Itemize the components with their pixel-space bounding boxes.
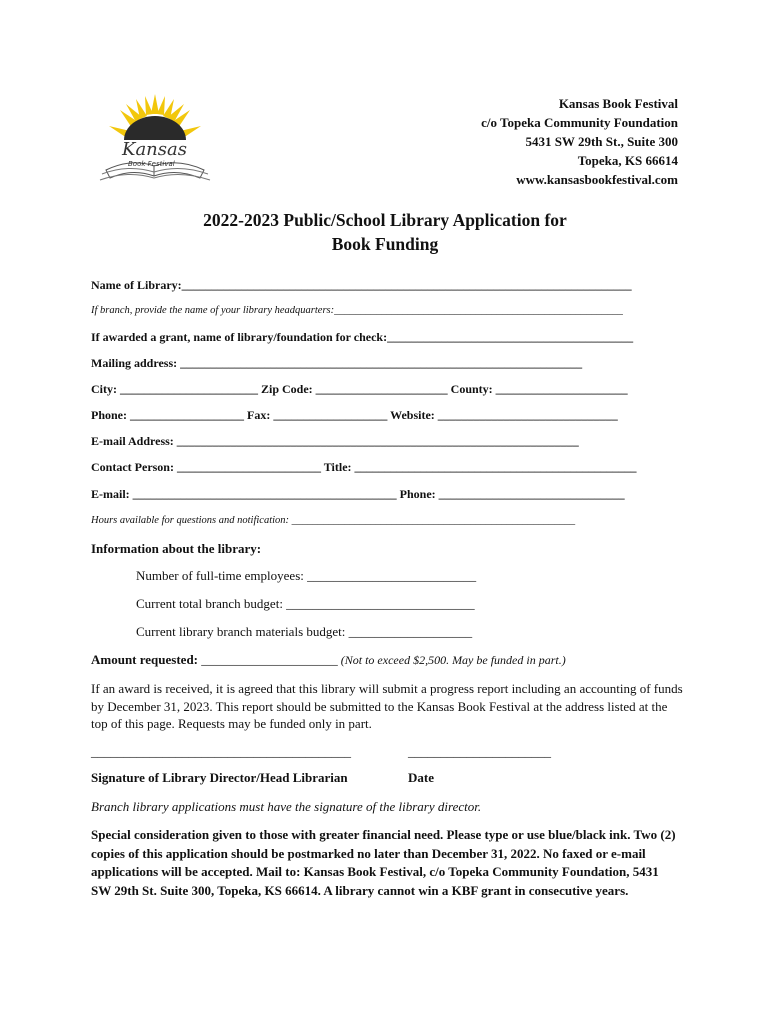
agreement-paragraph: If an award is received, it is agreed that this library will submit a progress report including an accounting of funds by December 31, 2023. This report should be submitted to the Kansas Book Festival at the address listed at the top of this page. Requests may be funded only in part. [91,681,683,731]
address-line: 5431 SW 29th St., Suite 300 [525,134,678,149]
date-label: Date [408,770,434,785]
signature-line[interactable]: ________________________________________ [91,744,351,759]
logo-subtitle: Book Festival [128,160,175,168]
address-line: Kansas Book Festival [558,96,678,111]
website-link[interactable]: www.kansasbookfestival.com [516,172,678,187]
contact-person-title-fields[interactable]: Contact Person: ________________________ Title: _______________________________________________ [91,460,637,474]
materials-budget-field[interactable]: Current library branch materials budget: ___________________ [136,624,473,639]
date-line[interactable]: ______________________ [408,744,551,759]
sunflower-book-icon [96,92,214,187]
library-name-field[interactable]: Name of Library:___________________________________________________________________________ [91,278,632,292]
amount-field[interactable]: _____________________ [198,652,338,667]
city-zip-county-fields[interactable]: City: _______________________ Zip Code: ______________________ County: ______________________ [91,382,628,396]
signature-label: Signature of Library Director/Head Librarian [91,770,348,785]
special-consideration-paragraph: Special consideration given to those with greater financial need. Please type or use blue/black ink. Two (2) copies of this application should be postmarked no later than December 31, 2022. No faxed or e-mail applications will be accepted. Mail to: Kansas Book Festival, c/o Topeka Community Foundation, 5431 SW 29th St. Suite 300, Topeka, KS 66614. A library cannot win a KBF grant in consecutive years. [91,827,676,898]
kansas-book-festival-logo [96,92,214,187]
title-line-2: Book Funding [331,234,439,254]
address-line: c/o Topeka Community Foundation [481,115,678,130]
logo-wordmark: Kansas [122,139,187,160]
phone-fax-website-fields[interactable]: Phone: ___________________ Fax: ___________________ Website: ______________________________ [91,408,618,422]
address-line: Topeka, KS 66614 [577,153,678,168]
amount-label: Amount requested: [91,652,199,667]
check-payee-field[interactable]: If awarded a grant, name of library/foundation for check:_________________________________________ [91,330,634,344]
fulltime-employees-field[interactable]: Number of full-time employees: __________________________ [136,568,477,583]
festival-address-block [481,94,678,189]
library-info-heading: Information about the library: [91,541,262,556]
branch-headquarters-field[interactable]: If branch, provide the name of your library headquarters:_______________________________________________________ [91,305,623,316]
amount-note: (Not to exceed $2,500. May be funded in part.) [337,653,566,667]
mailing-address-field[interactable]: Mailing address: ___________________________________________________________________ [91,356,583,370]
branch-signature-note: Branch library applications must have the signature of the library director. [91,799,482,814]
hours-available-field[interactable]: Hours available for questions and notification: ______________________________________________________ [91,515,576,526]
amount-requested-row [91,652,566,668]
document-title [0,208,770,256]
email-phone-fields[interactable]: E-mail: ____________________________________________ Phone: _______________________________ [91,487,625,501]
email-address-field[interactable]: E-mail Address: ___________________________________________________________________ [91,434,579,448]
total-budget-field[interactable]: Current total branch budget: _____________________________ [136,596,475,611]
title-line-1: 2022-2023 Public/School Library Application for [203,210,567,230]
